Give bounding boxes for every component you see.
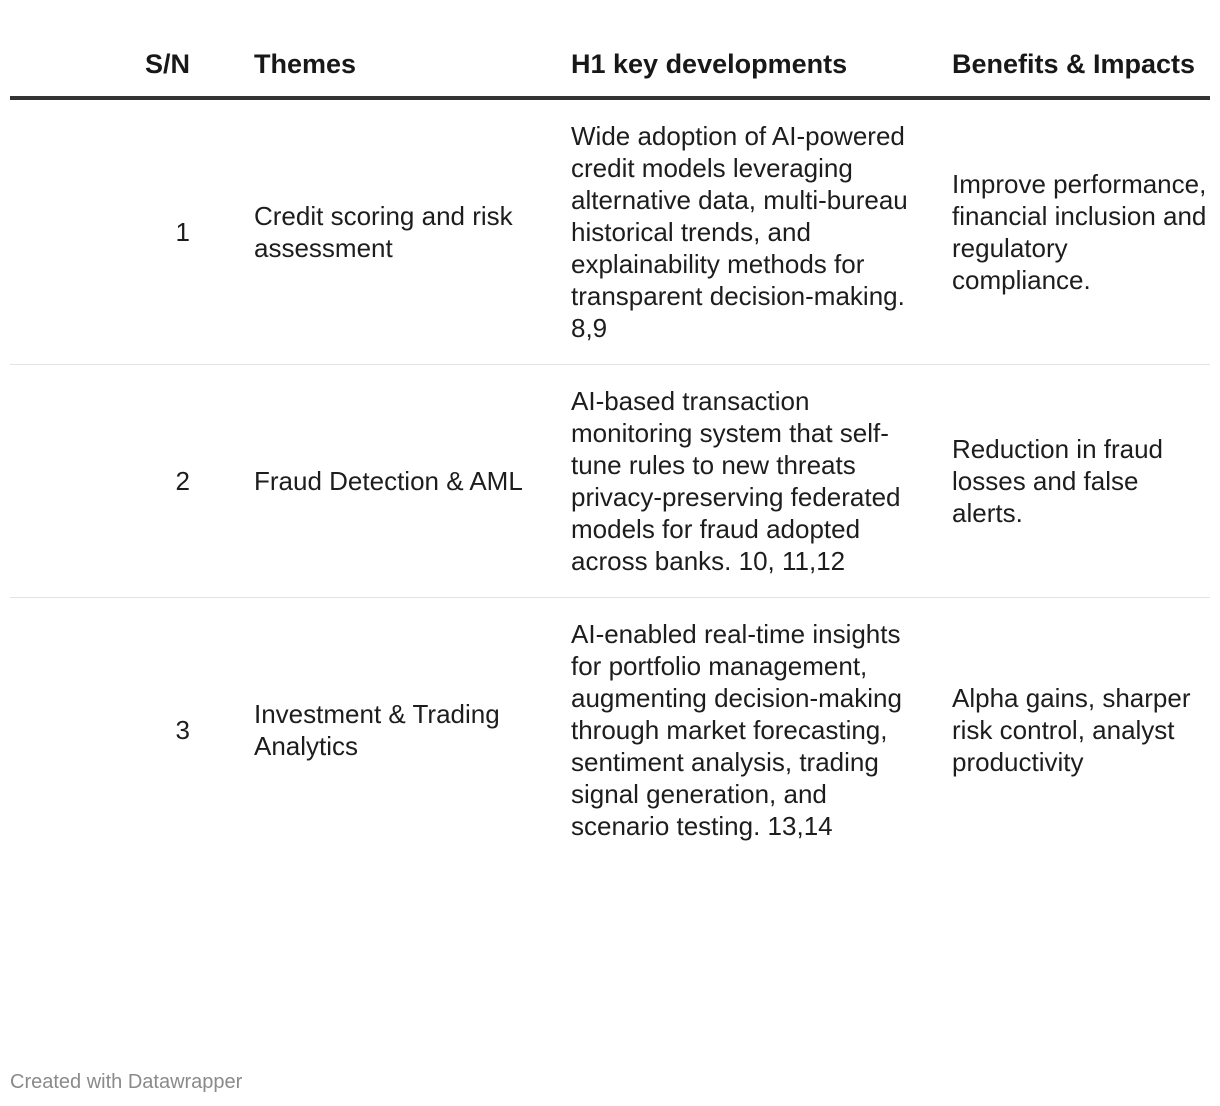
cell-benefits: Improve performance, financial inclusion and regulatory compliance. [942, 98, 1210, 365]
column-header-themes: Themes [244, 40, 561, 98]
data-table [10, 40, 1210, 862]
cell-theme: Fraud Detection & AML [244, 365, 561, 598]
table-body [10, 98, 1210, 862]
column-header-sn: S/N [10, 40, 244, 98]
cell-theme: Credit scoring and risk assessment [244, 98, 561, 365]
cell-developments: Wide adoption of AI-powered credit models leveraging alternative data, multi-bureau historical trends, and explainability methods for transparent decision-making. 8,9 [561, 98, 942, 365]
table-header [10, 40, 1210, 98]
data-table-container [10, 40, 1210, 862]
header-row [10, 40, 1210, 98]
cell-sn: 3 [175, 715, 190, 745]
cell-sn: 1 [10, 98, 244, 365]
cell-developments: AI-enabled real-time insights for portfolio management, augmenting decision-making through market forecasting, sentiment analysis, trading signal generation, and scenario testing. 13,14 [571, 619, 902, 841]
cell-developments: AI-based transaction monitoring system that self-tune rules to new threats privacy-preserving federated models for fraud adopted across banks. 10, 11,12 [561, 365, 942, 598]
table-row [10, 365, 1210, 598]
column-header-benefits: Benefits & Impacts [942, 40, 1210, 98]
datawrapper-credit[interactable]: Created with Datawrapper [10, 1071, 243, 1093]
cell-sn: 2 [10, 365, 244, 598]
cell-benefits: Alpha gains, sharper risk control, analyst productivity [952, 683, 1191, 777]
table-row [10, 598, 1210, 863]
column-header-developments: H1 key developments [561, 40, 942, 98]
table-row [10, 98, 1210, 365]
cell-benefits: Reduction in fraud losses and false alerts. [942, 365, 1210, 598]
cell-theme: Investment & Trading Analytics [254, 699, 500, 761]
